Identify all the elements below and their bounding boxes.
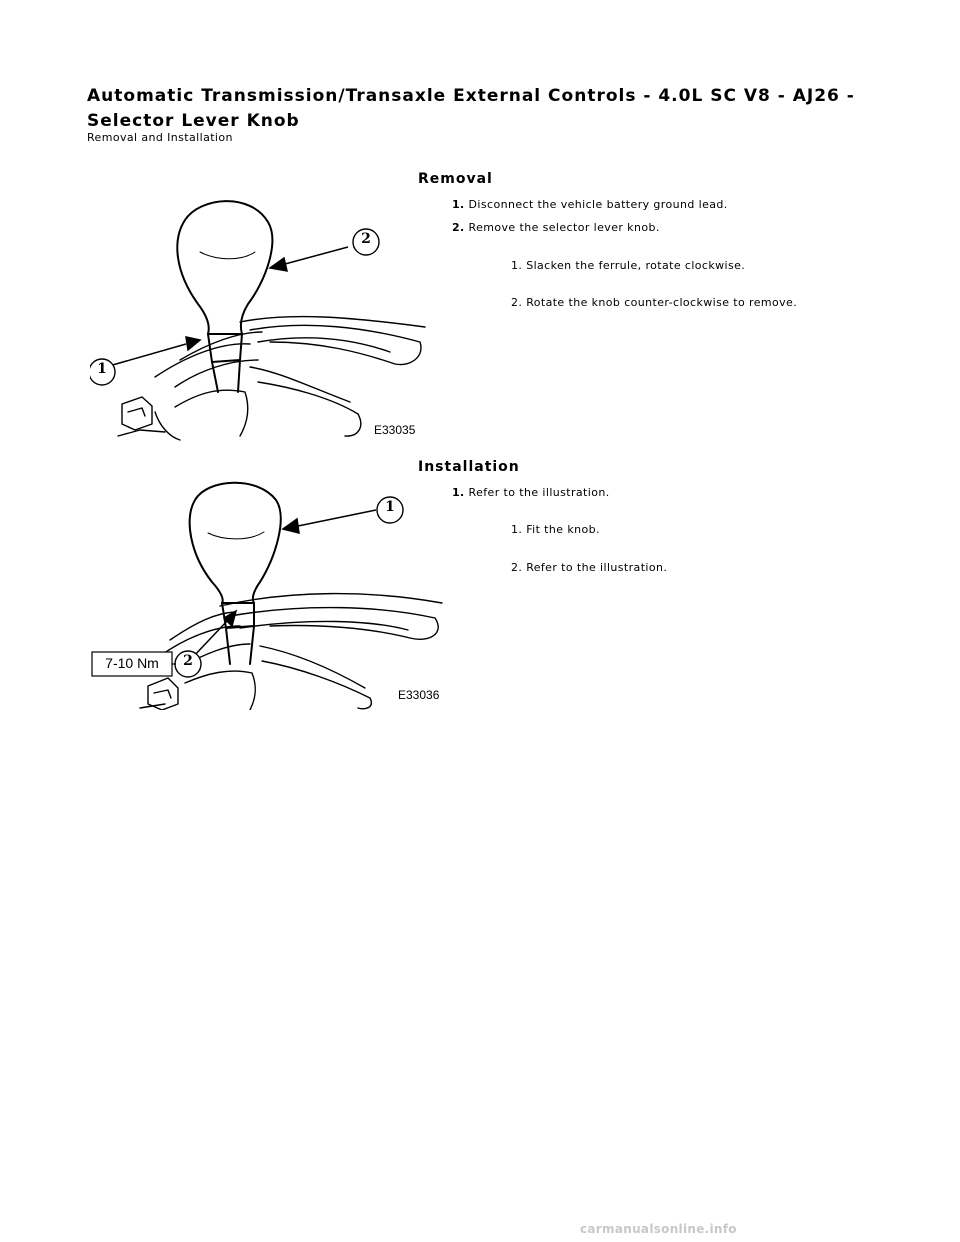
removal-substep-1: 1. Slacken the ferrule, rotate clockwise. [511, 259, 746, 272]
installation-illustration [90, 478, 450, 710]
callout-1-label: 1 [97, 361, 107, 377]
removal-step-2 [452, 221, 660, 234]
installation-substep-2: 2. Refer to the illustration. [511, 561, 668, 574]
removal-step-1 [452, 198, 728, 211]
torque-label: 7-10 Nm [105, 655, 159, 671]
figure-code: E33036 [398, 688, 440, 702]
installation-heading: Installation [418, 459, 520, 475]
figure-code: E33035 [374, 423, 416, 437]
callout-1-label: 1 [385, 499, 395, 515]
page-title: Automatic Transmission/Transaxle External Controls - 4.0L SC V8 - AJ26 - Selector Lever Knob [87, 86, 855, 131]
removal-illustration [90, 192, 430, 442]
step-number: 1. [452, 486, 465, 499]
watermark: carmanualsonline.info [580, 1222, 737, 1236]
step-text: Disconnect the vehicle battery ground lead. [468, 198, 728, 211]
removal-substep-2: 2. Rotate the knob counter-clockwise to remove. [511, 296, 798, 309]
step-text: Refer to the illustration. [468, 486, 610, 499]
step-text: Remove the selector lever knob. [468, 221, 660, 234]
removal-heading: Removal [418, 171, 493, 187]
callout-2-label: 2 [183, 653, 193, 669]
installation-substep-1: 1. Fit the knob. [511, 523, 600, 536]
step-number: 1. [452, 198, 465, 211]
callout-2-label: 2 [361, 231, 371, 247]
step-number: 2. [452, 221, 465, 234]
page-subtitle: Removal and Installation [87, 131, 233, 144]
installation-step-1 [452, 486, 610, 499]
